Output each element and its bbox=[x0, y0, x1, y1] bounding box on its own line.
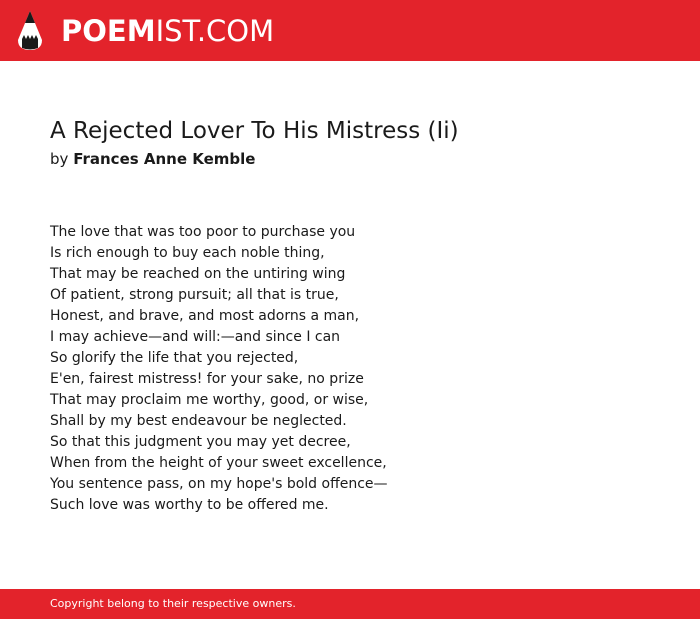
poem-line: I may achieve—and will:—and since I can bbox=[50, 329, 341, 345]
poem-line: So glorify the life that you rejected, bbox=[50, 350, 299, 366]
site-header bbox=[0, 0, 700, 61]
poem-line: E'en, fairest mistress! for your sake, no prize bbox=[50, 371, 364, 387]
poem-line: So that this judgment you may yet decree, bbox=[50, 434, 351, 450]
pencil-icon bbox=[16, 10, 44, 52]
poem-line: Such love was worthy to be offered me. bbox=[50, 497, 329, 513]
brand-bold: POEM bbox=[61, 14, 156, 48]
copyright-notice: Copyright belong to their respective owners. bbox=[50, 597, 296, 610]
site-logo[interactable] bbox=[16, 9, 274, 53]
poem-line: When from the height of your sweet excellence, bbox=[50, 455, 387, 471]
poem-line: Of patient, strong pursuit; all that is true, bbox=[50, 287, 339, 303]
brand-light: IST.COM bbox=[155, 14, 275, 48]
byline bbox=[50, 148, 670, 170]
poem-line: The love that was too poor to purchase you bbox=[50, 224, 356, 240]
poem-content bbox=[50, 116, 670, 516]
poem-line: You sentence pass, on my hope's bold offence— bbox=[50, 476, 388, 492]
poem-body bbox=[50, 222, 670, 516]
poem-author[interactable]: Frances Anne Kemble bbox=[73, 150, 256, 168]
poem-line: That may proclaim me worthy, good, or wise, bbox=[50, 392, 369, 408]
poem-line: Honest, and brave, and most adorns a man, bbox=[50, 308, 360, 324]
brand-name bbox=[61, 9, 274, 53]
byline-label: by bbox=[50, 150, 69, 168]
poem-title: A Rejected Lover To His Mistress (Ii) bbox=[50, 118, 459, 144]
site-footer bbox=[0, 589, 700, 619]
poem-line: Shall by my best endeavour be neglected. bbox=[50, 413, 347, 429]
poem-line: Is rich enough to buy each noble thing, bbox=[50, 245, 325, 261]
poem-line: That may be reached on the untiring wing bbox=[50, 266, 346, 282]
